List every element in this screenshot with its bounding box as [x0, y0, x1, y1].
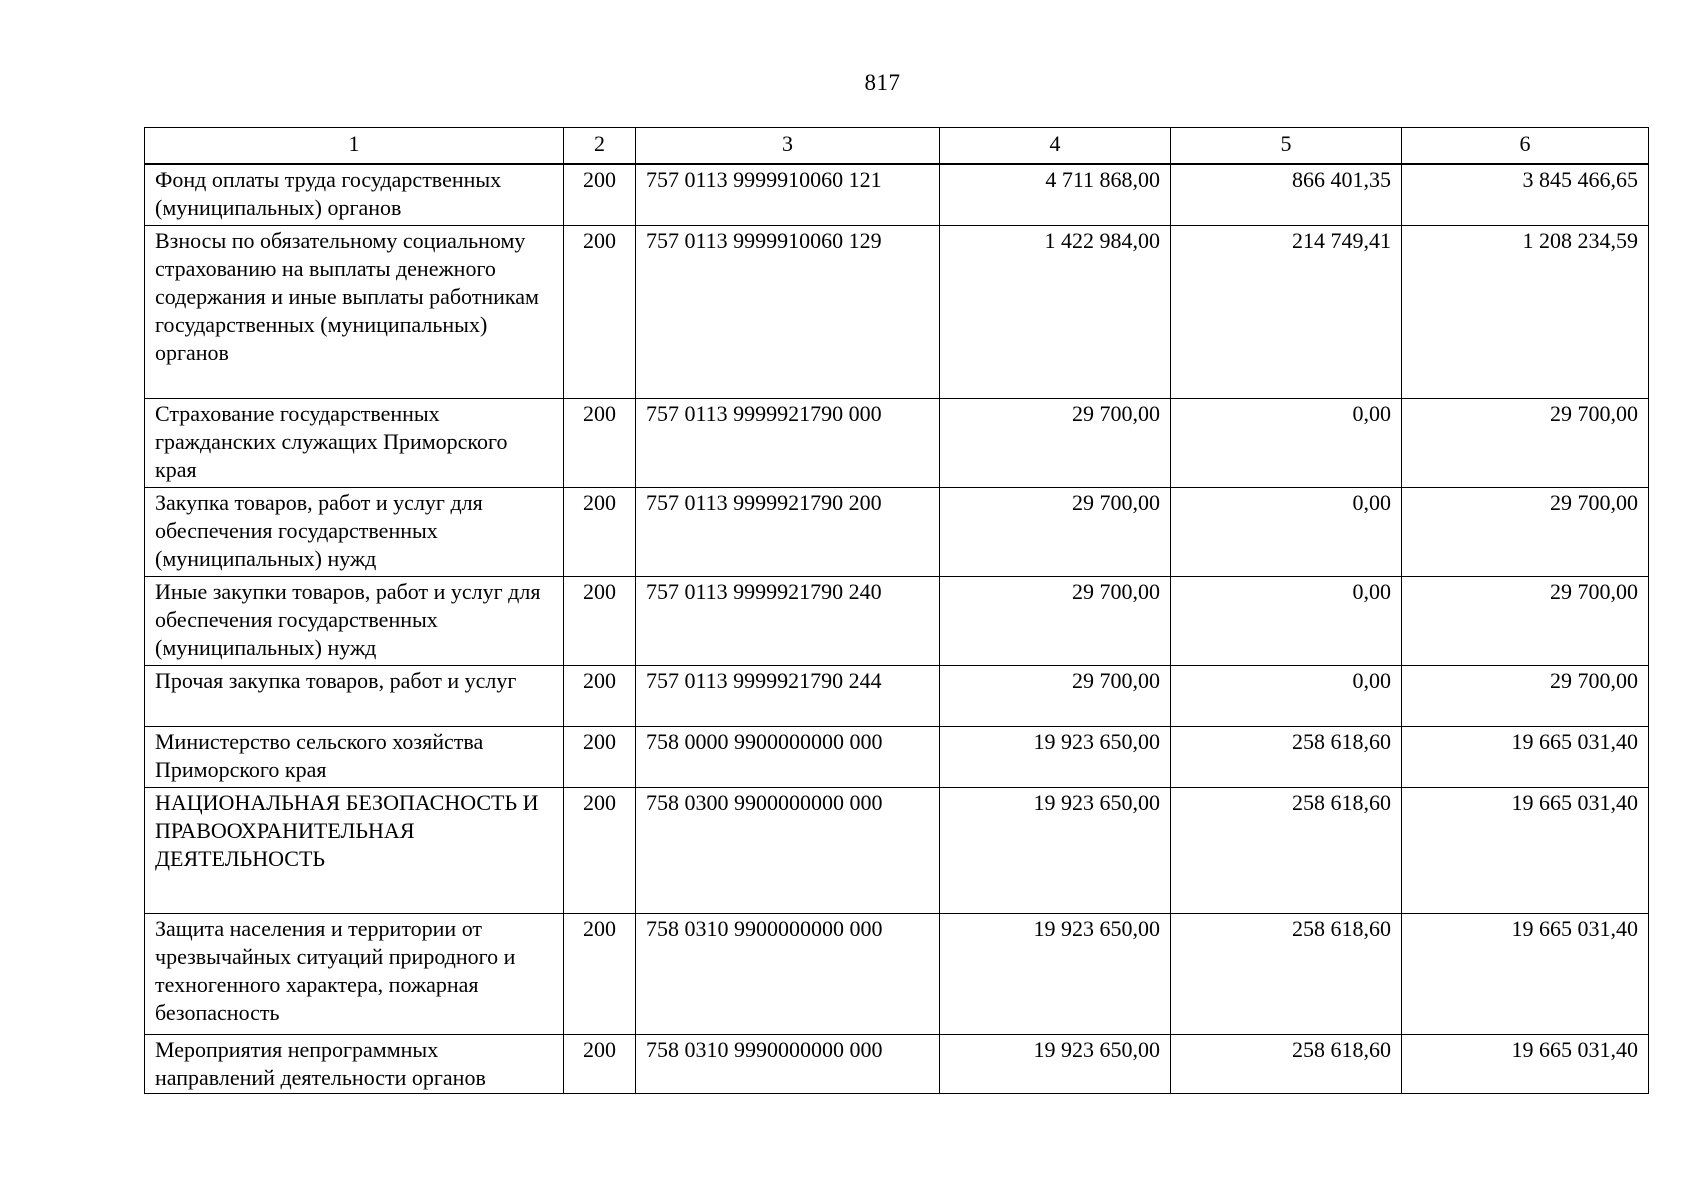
table-row [145, 726, 1649, 787]
row-approved-amount: 29 700,00 [940, 665, 1171, 726]
row-classification-code: 758 0310 9900000000 000 [636, 913, 940, 1034]
row-line-code: 200 [564, 164, 636, 225]
row-unexecuted-amount: 19 665 031,40 [1402, 726, 1649, 787]
row-line-code: 200 [564, 913, 636, 1034]
table-row [145, 913, 1649, 1034]
row-approved-amount: 19 923 650,00 [940, 787, 1171, 913]
row-name: Министерство сельского хозяйства Приморского края [145, 726, 564, 787]
row-classification-code: 758 0310 9990000000 000 [636, 1034, 940, 1093]
row-unexecuted-amount: 1 208 234,59 [1402, 225, 1649, 398]
row-line-code: 200 [564, 665, 636, 726]
column-header-2: 2 [564, 128, 636, 165]
table-row [145, 487, 1649, 576]
row-unexecuted-amount: 29 700,00 [1402, 665, 1649, 726]
row-classification-code: 757 0113 9999921790 200 [636, 487, 940, 576]
table-row [145, 225, 1649, 398]
table-row [145, 576, 1649, 665]
table-row [145, 164, 1649, 225]
page-number: 817 [864, 70, 901, 95]
row-classification-code: 758 0300 9900000000 000 [636, 787, 940, 913]
row-unexecuted-amount: 29 700,00 [1402, 487, 1649, 576]
row-unexecuted-amount: 19 665 031,40 [1402, 1034, 1649, 1093]
row-name: Прочая закупка товаров, работ и услуг [145, 665, 564, 726]
row-line-code: 200 [564, 398, 636, 487]
row-line-code: 200 [564, 726, 636, 787]
row-classification-code: 757 0113 9999910060 129 [636, 225, 940, 398]
row-classification-code: 757 0113 9999921790 240 [636, 576, 940, 665]
row-classification-code: 758 0000 9900000000 000 [636, 726, 940, 787]
table-row [145, 398, 1649, 487]
row-executed-amount: 258 618,60 [1171, 787, 1402, 913]
column-number-row [145, 128, 1649, 165]
column-header-5: 5 [1171, 128, 1402, 165]
row-name: Иные закупки товаров, работ и услуг для обеспечения государственных (муниципальных) нужд [145, 576, 564, 665]
row-executed-amount: 214 749,41 [1171, 225, 1402, 398]
row-line-code: 200 [564, 225, 636, 398]
row-approved-amount: 19 923 650,00 [940, 726, 1171, 787]
row-approved-amount: 19 923 650,00 [940, 913, 1171, 1034]
row-approved-amount: 29 700,00 [940, 576, 1171, 665]
row-name: НАЦИОНАЛЬНАЯ БЕЗОПАСНОСТЬ И ПРАВООХРАНИТЕЛЬНАЯ ДЕЯТЕЛЬНОСТЬ [145, 787, 564, 913]
row-name: Взносы по обязательному социальному страхованию на выплаты денежного содержания и иные выплаты работникам государственных (муниципальных) органов [145, 225, 564, 398]
row-executed-amount: 866 401,35 [1171, 164, 1402, 225]
row-line-code: 200 [564, 1034, 636, 1093]
row-executed-amount: 258 618,60 [1171, 726, 1402, 787]
row-approved-amount: 4 711 868,00 [940, 164, 1171, 225]
column-header-3: 3 [636, 128, 940, 165]
row-classification-code: 757 0113 9999921790 000 [636, 398, 940, 487]
table-row [145, 1034, 1649, 1093]
row-line-code: 200 [564, 787, 636, 913]
row-classification-code: 757 0113 9999921790 244 [636, 665, 940, 726]
row-name: Защита населения и территории от чрезвычайных ситуаций природного и техногенного характера, пожарная безопасность [145, 913, 564, 1034]
row-approved-amount: 29 700,00 [940, 398, 1171, 487]
row-unexecuted-amount: 29 700,00 [1402, 576, 1649, 665]
row-line-code: 200 [564, 576, 636, 665]
row-line-code: 200 [564, 487, 636, 576]
row-executed-amount: 0,00 [1171, 487, 1402, 576]
table-row [145, 787, 1649, 913]
row-executed-amount: 0,00 [1171, 665, 1402, 726]
row-unexecuted-amount: 3 845 466,65 [1402, 164, 1649, 225]
row-name: Мероприятия непрограммных направлений деятельности органов [145, 1034, 564, 1093]
row-unexecuted-amount: 29 700,00 [1402, 398, 1649, 487]
row-name: Страхование государственных гражданских служащих Приморского края [145, 398, 564, 487]
row-name: Фонд оплаты труда государственных (муниципальных) органов [145, 164, 564, 225]
row-approved-amount: 1 422 984,00 [940, 225, 1171, 398]
column-header-1: 1 [145, 128, 564, 165]
row-executed-amount: 0,00 [1171, 576, 1402, 665]
row-executed-amount: 258 618,60 [1171, 913, 1402, 1034]
row-approved-amount: 19 923 650,00 [940, 1034, 1171, 1093]
row-executed-amount: 258 618,60 [1171, 1034, 1402, 1093]
row-name: Закупка товаров, работ и услуг для обеспечения государственных (муниципальных) нужд [145, 487, 564, 576]
budget-execution-table [144, 127, 1649, 1094]
table-row [145, 665, 1649, 726]
row-classification-code: 757 0113 9999910060 121 [636, 164, 940, 225]
row-approved-amount: 29 700,00 [940, 487, 1171, 576]
column-header-6: 6 [1402, 128, 1649, 165]
row-executed-amount: 0,00 [1171, 398, 1402, 487]
column-header-4: 4 [940, 128, 1171, 165]
row-unexecuted-amount: 19 665 031,40 [1402, 787, 1649, 913]
row-unexecuted-amount: 19 665 031,40 [1402, 913, 1649, 1034]
